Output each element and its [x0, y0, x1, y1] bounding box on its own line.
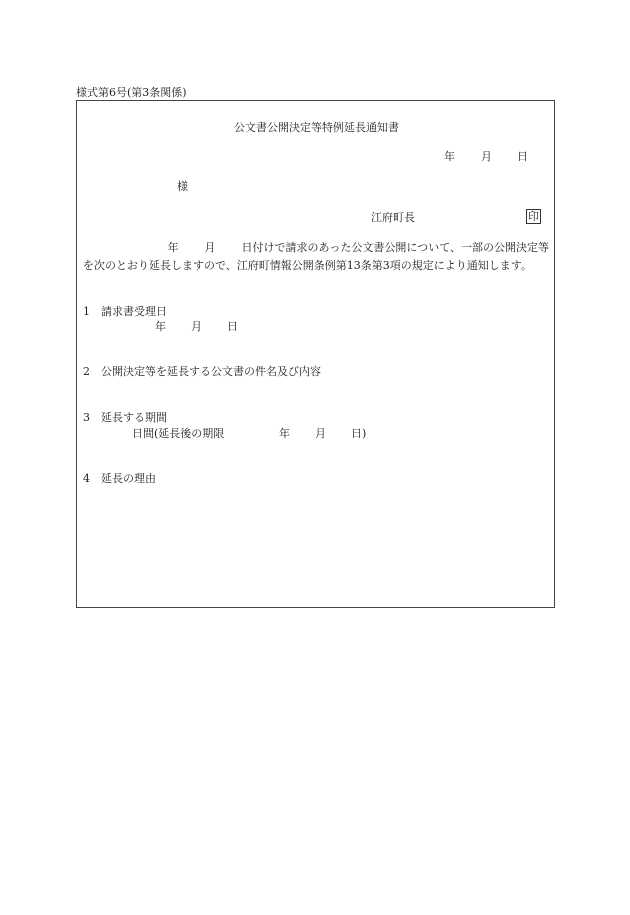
body-month: 月 — [204, 241, 216, 254]
seal-mark — [526, 210, 541, 224]
addressee-suffix: 様 — [177, 180, 188, 193]
item-3-year: 年 — [279, 427, 290, 440]
item-4-label: 延長の理由 — [101, 472, 156, 485]
body-line-2: を次のとおり延長しますので、江府町情報公開条例第13条第3項の規定により通知します。 — [83, 259, 532, 272]
notice-form-frame — [76, 100, 555, 608]
item-3-number: 3 — [83, 411, 90, 424]
issuer-name: 江府町長 — [371, 211, 415, 224]
form-number-label: 様式第6号(第3条関係) — [76, 86, 187, 99]
item-1-label: 請求書受理日 — [101, 305, 167, 318]
seal-box: 印 — [528, 210, 539, 223]
item-2-label: 公開決定等を延長する公文書の件名及び内容 — [101, 365, 321, 378]
body-year: 年 — [167, 241, 179, 254]
item-1-year: 年 — [155, 320, 166, 333]
body-line-1-rest: 日付けで請求のあった公文書公開について、一部の公開決定等 — [241, 241, 549, 254]
document-title: 公文書公開決定等特例延長通知書 — [234, 121, 399, 134]
date-year-label: 年 — [444, 150, 455, 163]
item-4-number: 4 — [83, 472, 90, 485]
item-1-day: 日 — [227, 320, 238, 333]
item-3-detail-prefix: 日間(延長後の期限 — [132, 427, 225, 440]
date-day-label: 日 — [517, 150, 528, 163]
item-3-month: 月 — [315, 427, 326, 440]
body-line-1 — [83, 241, 549, 255]
item-1-month: 月 — [191, 320, 202, 333]
item-1-number: 1 — [83, 305, 90, 318]
item-3-label: 延長する期間 — [101, 411, 167, 424]
date-month-label: 月 — [481, 150, 492, 163]
item-2-number: 2 — [83, 365, 90, 378]
item-3-day-close: 日) — [351, 427, 367, 440]
